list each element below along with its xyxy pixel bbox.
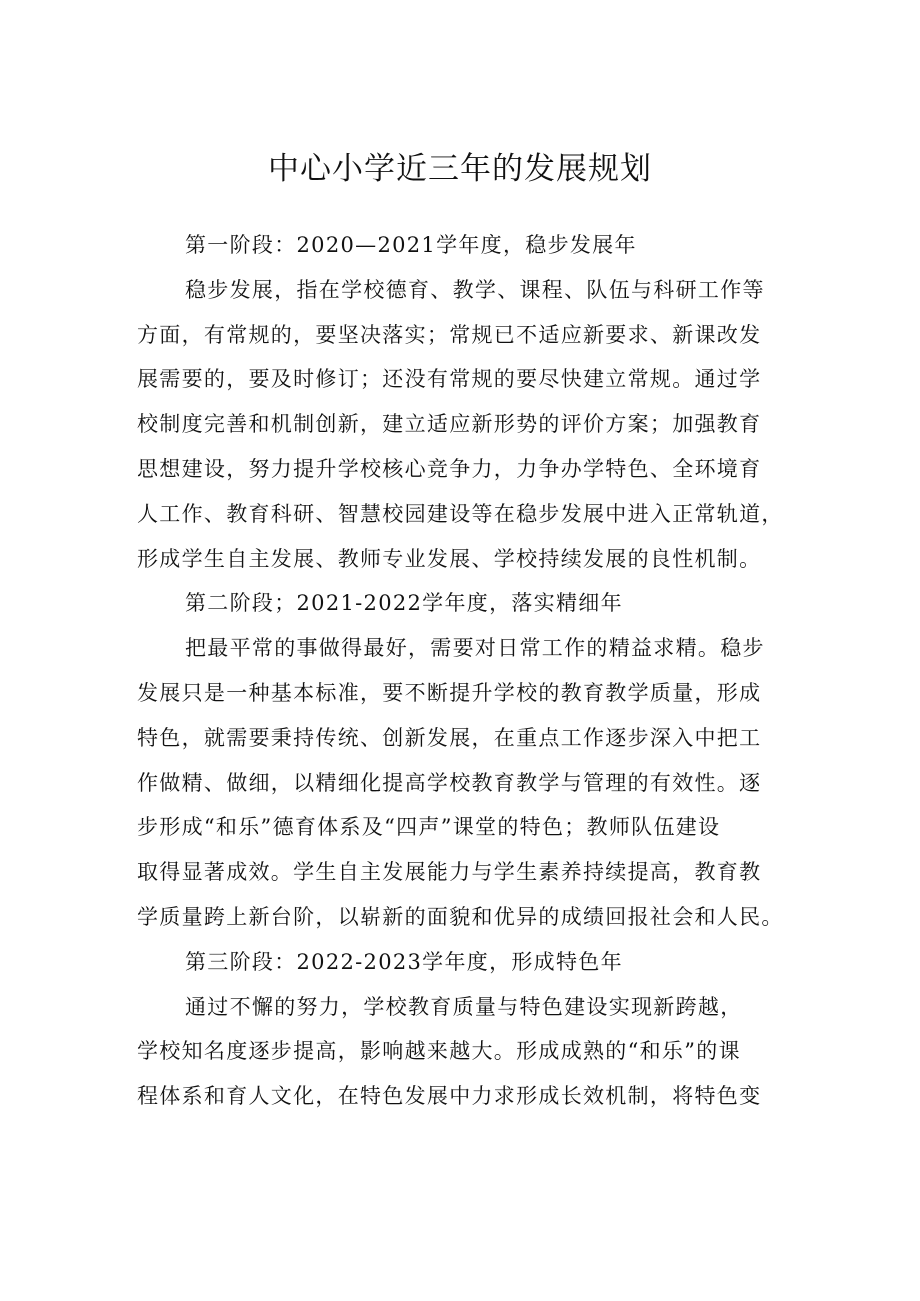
paragraph-line: 作做精、做细，以精细化提高学校教育教学与管理的有效性。逐	[137, 770, 762, 795]
paragraph-line: 取得显著成效。学生自主发展能力与学生素养持续提高，教育教	[137, 860, 762, 885]
paragraph-start-line: 通过不懈的努力，学校教育质量与特色建设实现新跨越，	[185, 994, 743, 1019]
document-body	[137, 223, 791, 1119]
paragraph-line: 人工作、教育科研、智慧校园建设等在稳步发展中进入正常轨道，	[137, 501, 784, 526]
document-title: 中心小学近三年的发展规划	[268, 151, 652, 187]
paragraph-line: 步形成“和乐”德育体系及“四声”课堂的特色；教师队伍建设	[137, 815, 721, 840]
paragraph-line: 学质量跨上新台阶，以崭新的面貌和优异的成绩回报社会和人民。	[137, 904, 784, 929]
paragraph-line: 校制度完善和机制创新，建立适应新形势的评价方案；加强教育	[137, 412, 762, 437]
paragraph-line: 发展只是一种基本标准，要不断提升学校的教育教学质量，形成	[137, 680, 762, 705]
paragraph-start-line: 第一阶段：2020—2021学年度，稳步发展年	[185, 233, 637, 257]
paragraph-line: 程体系和育人文化，在特色发展中力求形成长效机制，将特色变	[137, 1084, 762, 1109]
paragraph-start-line: 第三阶段：2022-2023学年度，形成特色年	[185, 949, 623, 974]
paragraph-line: 特色，就需要秉持传统、创新发展，在重点工作逐步深入中把工	[137, 725, 762, 750]
paragraph-start-line: 稳步发展，指在学校德育、教学、课程、队伍与科研工作等	[185, 277, 765, 302]
paragraph-line: 形成学生自主发展、教师专业发展、学校持续发展的良性机制。	[137, 546, 762, 571]
paragraph-line: 思想建设，努力提升学校核心竞争力，力争办学特色、全环境育	[137, 456, 762, 481]
paragraph-start-line: 把最平常的事做得最好，需要对日常工作的精益求精。稳步	[185, 636, 765, 661]
paragraph-line: 学校知名度逐步提高，影响越来越大。形成成熟的“和乐”的课	[137, 1039, 741, 1064]
paragraph-start-line: 第二阶段；2021-2022学年度，落实精细年	[185, 591, 623, 616]
paragraph-line: 展需要的，要及时修订；还没有常规的要尽快建立常规。通过学	[137, 367, 762, 392]
paragraph-line: 方面，有常规的，要坚决落实；常规已不适应新要求、新课改发	[137, 322, 762, 347]
